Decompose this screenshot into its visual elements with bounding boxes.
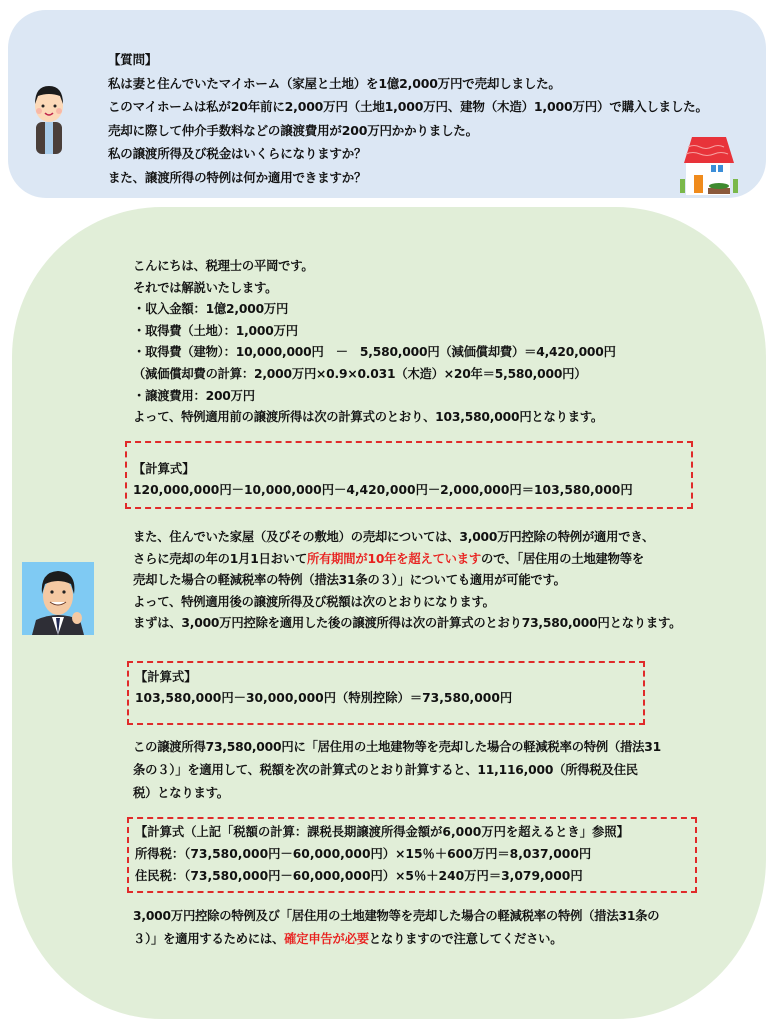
answer-intro xyxy=(133,256,616,429)
highlight-tax-return-required: 確定申告が必要 xyxy=(284,932,369,946)
para-line: この譲渡所得73,580,000円に「居住用の土地建物等を売却した場合の軽減税率の特例（措法31 xyxy=(133,740,661,754)
intro-line: それでは解説いたします。 xyxy=(133,280,278,295)
transfer-cost: ・譲渡費用：200万円 xyxy=(133,388,255,403)
calc-title: 【計算式】 xyxy=(135,670,197,684)
income-amount: ・収入金額：1億2,000万円 xyxy=(133,302,289,317)
para-line: 税）となります。 xyxy=(133,786,229,800)
question-line: 私の譲渡所得及び税金はいくらになりますか？ xyxy=(108,146,367,162)
question-line: このマイホームは私が20年前に2,000万円（土地1,000万円、建物（木造）1,000万円）で購入しました。 xyxy=(108,99,708,115)
greeting: こんにちは、税理士の平岡です。 xyxy=(133,259,314,273)
income-tax-formula: 所得税：（73,580,000円－60,000,000円）×15％＋600万円＝8,037,000円 xyxy=(135,847,592,861)
calc-box-1 xyxy=(125,441,693,509)
para-line: 売却した場合の軽減税率の特例（措法31条の３）」についても適用が可能です。 xyxy=(133,573,566,588)
person-icon xyxy=(30,82,68,154)
tax-accountant-icon xyxy=(22,562,94,635)
acquisition-cost-land: ・取得費（土地）：1,000万円 xyxy=(133,323,298,338)
answer-closing xyxy=(133,905,659,951)
question-bubble xyxy=(8,10,766,198)
calc-title: 【計算式】 xyxy=(133,462,195,476)
acquisition-cost-building: ・取得費（建物）：10,000,000円 － 5,580,000円（減価償却費）＝4,420,000円 xyxy=(133,345,616,360)
answer-para-3 xyxy=(133,736,661,805)
question-text xyxy=(108,48,708,190)
calc-box-2 xyxy=(127,661,645,725)
calc-box-3 xyxy=(127,817,697,893)
question-line: 私は妻と住んでいたマイホーム（家屋と土地）を1億2,000万円で売却しました。 xyxy=(108,75,561,91)
answer-para-2 xyxy=(133,527,681,635)
house-icon xyxy=(678,135,740,197)
tax-accountant-avatar xyxy=(22,562,94,635)
para-line: ３）」を適用するためには、確定申告が必要となりますので注意してください。 xyxy=(133,932,563,946)
highlight-holding-period: 所有期間が10年を超えています xyxy=(306,551,481,566)
para-line: さらに売却の年の1月1日おいて所有期間が10年を超えていますので、「居住用の土地建物等を xyxy=(133,551,644,566)
calc-formula: 120,000,000円－10,000,000円－4,420,000円－2,000,000円＝103,580,000円 xyxy=(133,483,633,497)
calc-formula: 103,580,000円－30,000,000円（特別控除）＝73,580,000円 xyxy=(135,691,513,705)
resident-tax-formula: 住民税：（73,580,000円－60,000,000円）×5％＋240万円＝3,079,000円 xyxy=(135,869,583,883)
pre-exemption-summary: よって、特例適用前の譲渡所得は次の計算式のとおり、103,580,000円となります。 xyxy=(133,410,604,425)
para-line: まずは、3,000万円控除を適用した後の譲渡所得は次の計算式のとおり73,580,000円となります。 xyxy=(133,616,682,631)
question-line: 売却に際して仲介手数料などの譲渡費用が200万円かかりました。 xyxy=(108,122,478,138)
para-line: よって、特例適用後の譲渡所得及び税額は次のとおりになります。 xyxy=(133,594,495,609)
para-line: また、住んでいた家屋（及びその敷地）の売却については、3,000万円控除の特例が適用でき、 xyxy=(133,530,655,544)
depreciation-calc: （減価償却費の計算：2,000万円×0.9×0.031（木造）×20年＝5,580,000円） xyxy=(133,366,587,381)
para-line: 条の３）」を適用して、税額を次の計算式のとおり計算すると、11,116,000（所得税及住民 xyxy=(133,763,638,777)
question-line: また、譲渡所得の特例は何か適用できますか？ xyxy=(108,169,367,185)
question-heading: 【質問】 xyxy=(108,52,158,67)
para-line: 3,000万円控除の特例及び「居住用の土地建物等を売却した場合の軽減税率の特例（措法31条の xyxy=(133,909,660,923)
calc-title: 【計算式（上記「税額の計算：課税長期譲渡所得金額が6,000万円を超えるとき」参照】 xyxy=(135,825,629,839)
